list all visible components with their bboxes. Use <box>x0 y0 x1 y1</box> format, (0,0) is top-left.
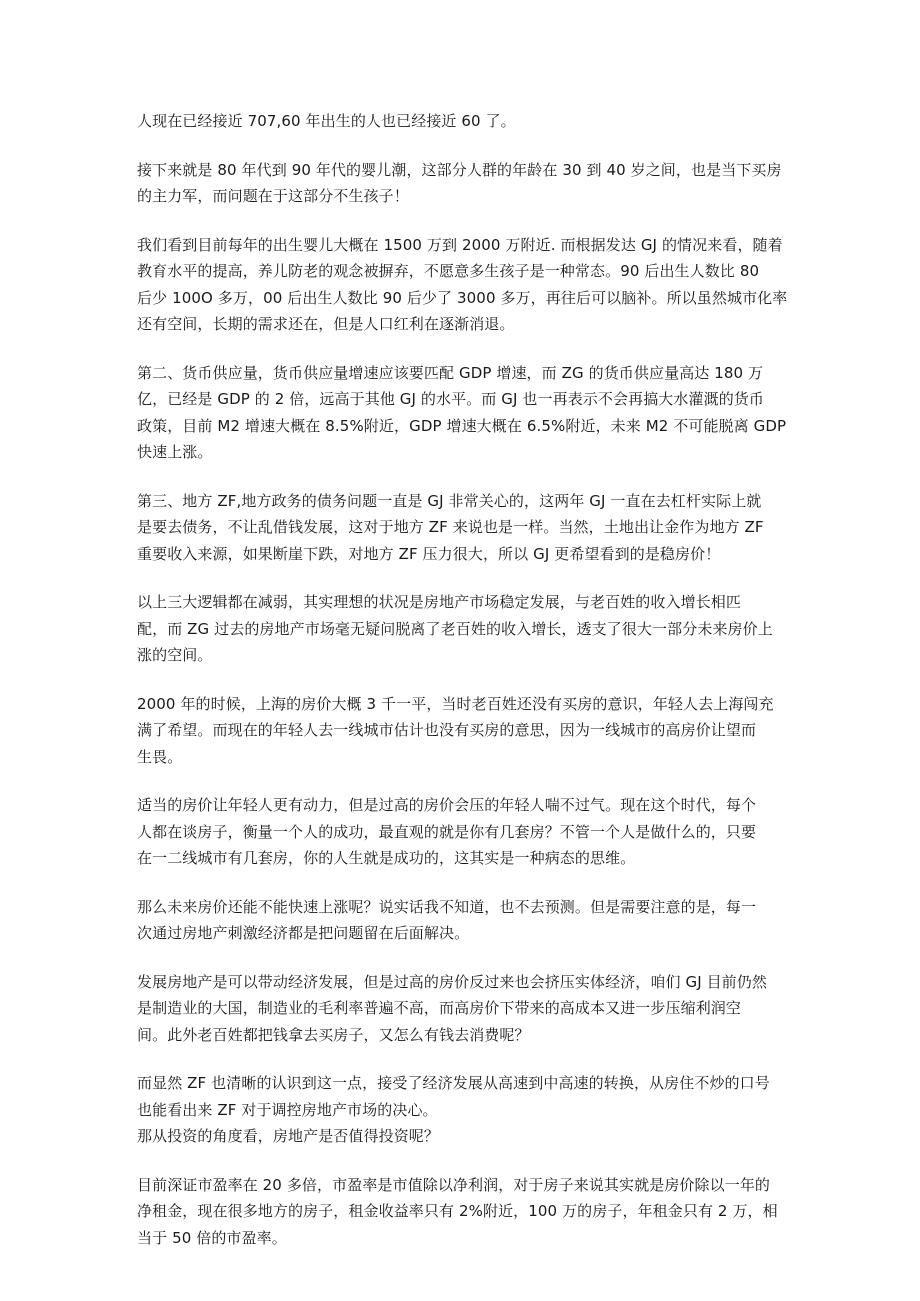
text-line: 的主力军，而问题在于这部分不生孩子！ <box>137 187 409 205</box>
text-line: 当于 50 倍的市盈率。 <box>137 1228 287 1247</box>
paragraph <box>137 157 789 210</box>
text-line: 是要去债务，不让乱借钱发展，这对于地方 ZF 来说也是一样。当然，土地出让金作为地方 ZF <box>137 518 764 536</box>
text-line: 是制造业的大国，制造业的毛利率普遍不高，而高房价下带来的高成本又进一步压缩利润空 <box>137 999 742 1017</box>
paragraph <box>137 969 789 1049</box>
text-line: 而显然 ZF 也清晰的认识到这一点，接受了经济发展从高速到中高速的转换，从房住不炒的口号 <box>137 1074 770 1092</box>
text-line: 第三、地方 ZF,地方政务的债务问题一直是 GJ 非常关心的，这两年 GJ 一直在去杠杆实际上就 <box>137 491 762 510</box>
text-line: 发展房地产是可以带动经济发展，但是过高的房价反过来也会挤压实体经济，咱们 GJ 目前仍然 <box>137 972 767 991</box>
document-body <box>137 108 789 1251</box>
paragraph <box>137 894 789 947</box>
text-line: 满了希望。而现在的年轻人去一线城市估计也没有买房的意思，因为一线城市的高房价让望而 <box>137 721 757 739</box>
text-line: 后少 100O 多万，00 后出生人数比 90 后少了 3000 多万，再往后可以脑补。所以虽然城市化率 <box>137 288 788 307</box>
text-line: 生畏。 <box>137 747 183 766</box>
text-line: 净租金，现在很多地方的房子，租金收益率只有 2%附近，100 万的房子，年租金只有 2 万，相 <box>137 1202 778 1220</box>
paragraph <box>137 360 789 466</box>
paragraph <box>137 232 789 338</box>
text-line: 还有空间，长期的需求还在，但是人口红利在逐渐消退。 <box>137 315 515 333</box>
text-line: 政策，目前 M2 增速大概在 8.5%附近，GDP 增速大概在 6.5%附近，未来 M2 不可能脱离 GDP <box>137 416 787 435</box>
text-line: 适当的房价让年轻人更有动力，但是过高的房价会压的年轻人喘不过气。现在这个时代，每个 <box>137 796 757 814</box>
text-line: 我们看到目前每年的出生婴儿大概在 1500 万到 2000 万附近. 而根据发达 GJ 的情况来看，随着 <box>137 235 783 254</box>
text-line: 在一二线城市有几套房，你的人生就是成功的，这其实是一种病态的思维。 <box>137 849 636 867</box>
text-line: 接下来就是 80 年代到 90 年代的婴儿潮，这部分人群的年龄在 30 到 40 岁之间，也是当下买房 <box>137 160 782 179</box>
paragraph <box>137 488 789 568</box>
paragraph <box>137 792 789 872</box>
text-line: 以上三大逻辑都在减弱，其实理想的状况是房地产市场稳定发展，与老百姓的收入增长相匹 <box>137 593 742 611</box>
text-line: 亿，已经是 GDP 的 2 倍，远高于其他 GJ 的水平。而 GJ 也一再表示不会再搞大水灌溉的货币 <box>137 390 765 408</box>
text-line: 人都在谈房子，衡量一个人的成功，最直观的就是你有几套房？不管一个人是做什么的，只要 <box>137 822 757 841</box>
text-line: 间。此外老百姓都把钱拿去买房子，又怎么有钱去消费呢？ <box>137 1025 530 1044</box>
text-line: 第二、货币供应量，货币供应量增速应该要匹配 GDP 增速，而 ZG 的货币供应量高达 180 万 <box>137 363 764 382</box>
text-line: 教育水平的提高，养儿防老的观念被摒弃，不愿意多生孩子是一种常态。90 后出生人数比 80 <box>137 262 760 280</box>
paragraph <box>137 1070 789 1150</box>
paragraph <box>137 691 789 771</box>
paragraph <box>137 589 789 669</box>
text-line: 那么未来房价还能不能快速上涨呢？说实话我不知道，也不去预测。但是需要注意的是，每一 <box>137 897 757 916</box>
text-line: 2000 年的时候，上海的房价大概 3 千一平，当时老百姓还没有买房的意识，年轻人去上海闯充 <box>137 694 774 713</box>
text-line: 那从投资的角度看，房地产是否值得投资呢？ <box>137 1127 440 1145</box>
paragraph <box>137 108 789 135</box>
text-line: 人现在已经接近 707,60 年出生的人也已经接近 60 了。 <box>137 112 516 130</box>
text-line: 快速上涨。 <box>137 443 213 461</box>
text-line: 配，而 ZG 过去的房地产市场毫无疑问脱离了老百姓的收入增长，透支了很大一部分未来房价上 <box>137 619 773 638</box>
paragraph <box>137 1172 789 1252</box>
text-line: 重要收入来源，如果断崖下跌，对地方 ZF 压力很大，所以 GJ 更希望看到的是稳房价！ <box>137 544 721 563</box>
text-line: 也能看出来 ZF 对于调控房地产市场的决心。 <box>137 1100 438 1119</box>
text-line: 涨的空间。 <box>137 646 213 664</box>
text-line: 次通过房地产刺激经济都是把问题留在后面解决。 <box>137 924 470 942</box>
text-line: 目前深证市盈率在 20 多倍，市盈率是市值除以净利润，对于房子来说其实就是房价除以一年的 <box>137 1175 771 1194</box>
